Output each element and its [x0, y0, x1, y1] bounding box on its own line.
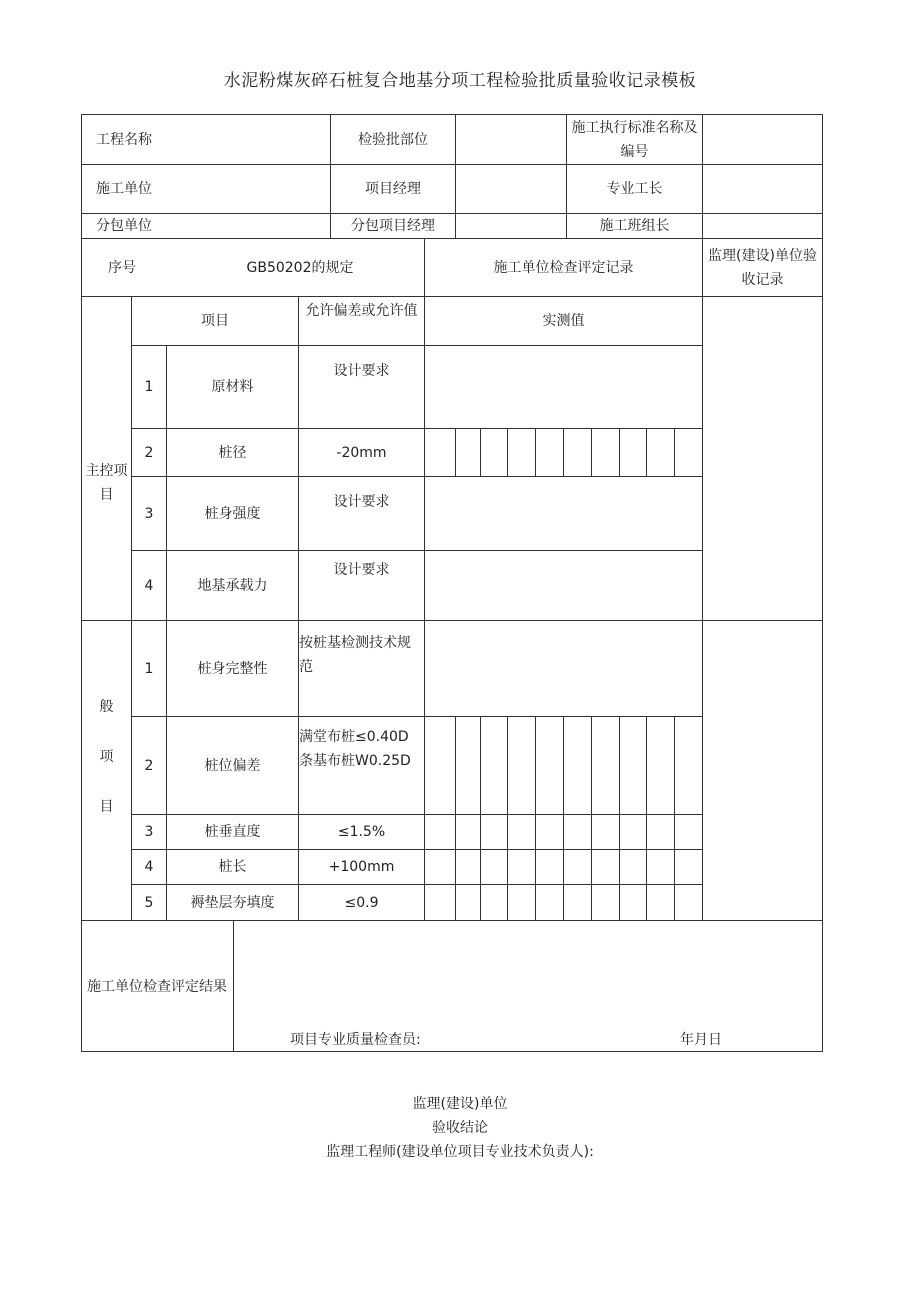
general-item-no: 4 — [144, 859, 154, 875]
general-item-name: 褥垫层夯填度 — [190, 894, 275, 911]
inspection-part-label: 检验批部位 — [358, 131, 428, 148]
general-item-value-line2: 范 — [299, 659, 313, 675]
general-item-name: 桩身完整性 — [197, 660, 268, 677]
main-item-name: 桩径 — [218, 444, 247, 461]
measured-cell-divider — [619, 716, 620, 920]
main-item-value: -20mm — [336, 444, 387, 461]
date-label: 年月日 — [680, 1032, 722, 1048]
general-item-no: 2 — [144, 757, 154, 774]
general-item-value-line2: 条基布桩W0.25D — [299, 753, 411, 769]
measured-cell-divider — [563, 428, 564, 476]
main-item-name: 地基承载力 — [197, 577, 268, 594]
foreman-label: 专业工长 — [606, 181, 663, 197]
check-record-label: 施工单位检查评定记录 — [493, 259, 634, 276]
measured-cell-divider — [646, 428, 647, 476]
row-divider — [81, 920, 823, 921]
main-item-value: 设计要求 — [333, 494, 390, 510]
col-divider — [702, 114, 703, 238]
acceptance-conclusion-title: 验收结论 — [432, 1120, 488, 1136]
main-item-no: 4 — [144, 577, 154, 594]
general-item-value-line1: 按桩基检测技术规 — [299, 635, 411, 651]
general-item-value — [299, 718, 424, 778]
main-control-label-line2: 目 — [99, 487, 114, 503]
spec-label: GB50202的规定 — [246, 259, 354, 276]
general-item-no: 3 — [144, 824, 154, 840]
general-label-char: 般 — [99, 699, 114, 715]
main-item-value: 设计要求 — [333, 562, 390, 578]
item-label: 项目 — [201, 313, 229, 329]
measured-cell-divider — [619, 428, 620, 476]
measured-cell-divider — [480, 428, 481, 476]
measured-cell-divider — [455, 716, 456, 920]
measured-cell-divider — [674, 428, 675, 476]
general-item-value — [299, 624, 424, 684]
measured-cell-divider — [507, 428, 508, 476]
measured-label: 实测值 — [542, 313, 585, 329]
general-item-name: 桩垂直度 — [204, 824, 261, 840]
general-item-name: 桩位偏差 — [204, 757, 261, 774]
supervision-unit-title: 监理(建设)单位 — [412, 1096, 508, 1112]
general-label-char: 目 — [99, 799, 114, 815]
document-title: 水泥粉煤灰碎石桩复合地基分项工程检验批质量验收记录模板 — [223, 71, 697, 91]
general-item-value: ≤1.5% — [337, 824, 386, 840]
main-item-value: 设计要求 — [333, 363, 390, 379]
measured-cell-divider — [674, 716, 675, 920]
general-item-value: +100mm — [328, 859, 395, 875]
col-divider — [702, 238, 703, 921]
result-label: 施工单位检查评定结果 — [87, 979, 227, 995]
supervision-label: 监理(建设)单位验收记录 — [708, 247, 817, 288]
general-item-no: 5 — [144, 894, 154, 911]
measured-cell-divider — [480, 716, 481, 920]
main-control-label — [82, 346, 131, 620]
measured-cell-divider — [507, 716, 508, 920]
measured-cell-divider — [646, 716, 647, 920]
general-label — [82, 621, 131, 920]
measured-cell-divider — [591, 428, 592, 476]
general-item-value: ≤0.9 — [344, 894, 379, 911]
main-control-label-line1: 主控项 — [85, 463, 128, 479]
inspector-label: 项目专业质量检查员: — [290, 1032, 421, 1048]
general-item-value-line1: 满堂布桩≤0.40D — [299, 729, 409, 745]
seq-label: 序号 — [108, 259, 136, 276]
project-manager-label: 项目经理 — [365, 181, 421, 197]
construction-unit-label: 施工单位 — [96, 181, 152, 197]
measured-cell-divider — [535, 716, 536, 920]
main-item-no: 2 — [144, 444, 154, 461]
general-item-name: 桩长 — [218, 859, 247, 875]
table-border-right — [822, 114, 823, 1052]
supervising-engineer-label: 监理工程师(建设单位项目专业技术负责人): — [326, 1144, 594, 1160]
col-divider — [424, 296, 425, 921]
measured-cell-divider — [563, 716, 564, 920]
tolerance-label: 允许偏差或允许值 — [305, 303, 418, 319]
measured-cell-divider — [591, 716, 592, 920]
measured-cell-divider — [455, 428, 456, 476]
team-leader-label: 施工班组长 — [599, 218, 670, 234]
col-divider — [455, 114, 456, 238]
subcontract-unit-label: 分包单位 — [96, 218, 152, 234]
general-item-no: 1 — [144, 660, 154, 677]
main-item-no: 1 — [144, 379, 154, 395]
col-divider — [233, 920, 234, 1051]
main-item-name: 原材料 — [211, 379, 254, 395]
main-item-name: 桩身强度 — [204, 505, 261, 522]
standard-label: 施工执行标准名称及编号 — [571, 119, 698, 160]
subcontract-manager-label: 分包项目经理 — [351, 218, 435, 234]
table-border-bottom — [81, 1051, 823, 1052]
measured-cell-divider — [535, 428, 536, 476]
project-name-label: 工程名称 — [96, 131, 152, 148]
main-item-no: 3 — [144, 505, 154, 522]
general-label-char: 项 — [99, 749, 114, 765]
